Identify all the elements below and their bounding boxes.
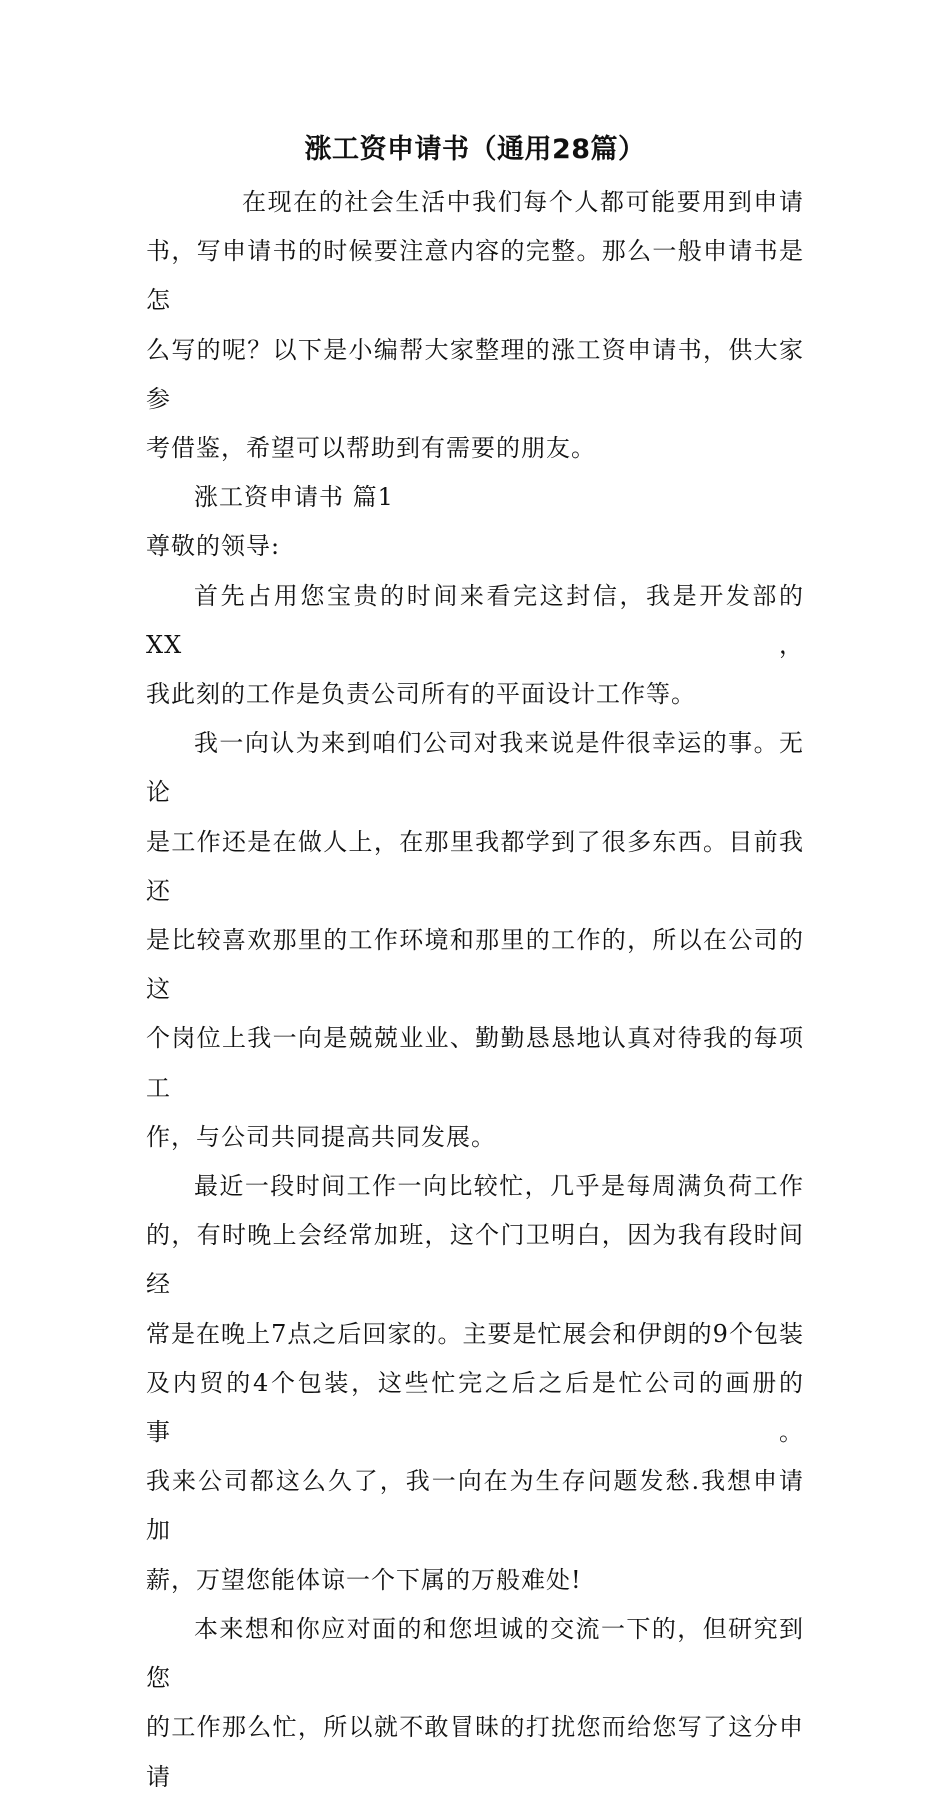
text-line: 在现在的社会生活中我们每个人都可能要用到申请 <box>242 188 804 216</box>
text-line: 的工作那么忙，所以就不敢冒昧的打扰您而给您写了这分申请 <box>146 1713 804 1791</box>
section-heading: 涨工资申请书 篇1 <box>194 483 394 512</box>
text-line: 常是在晚上7点之后回家的。主要是忙展会和伊朗的9个包装 <box>146 1319 804 1348</box>
body-paragraph-4 <box>146 1605 804 1802</box>
text-line: 么写的呢？以下是小编帮大家整理的涨工资申请书，供大家参 <box>146 335 804 413</box>
text-line: 作，与公司共同提高共同发展。 <box>146 1122 496 1151</box>
text-line: 首先占用您宝贵的时间来看完这封信，我是开发部的XX， <box>146 581 804 659</box>
text-line: 我来公司都这么久了，我一向在为生存问题发愁.我想申请加 <box>146 1467 804 1545</box>
text-line: 书，写申请书的时候要注意内容的完整。那么一般申请书是怎 <box>146 237 804 315</box>
text-line: 最近一段时间工作一向比较忙，几乎是每周满负荷工作 <box>194 1172 804 1201</box>
document-body <box>146 178 804 1802</box>
body-paragraph-3 <box>146 1162 804 1605</box>
text-line: 我一向认为来到咱们公司对我来说是件很幸运的事。无论 <box>146 729 804 807</box>
text-line: 及内贸的4个包装，这些忙完之后之后是忙公司的画册的事。 <box>146 1368 804 1447</box>
text-line: 本来想和你应对面的和您坦诚的交流一下的，但研究到您 <box>146 1614 804 1693</box>
document-title: 涨工资申请书（通用28篇） <box>304 134 646 165</box>
text-line: 是比较喜欢那里的工作环境和那里的工作的，所以在公司的这 <box>146 926 804 1004</box>
text-line: 我此刻的工作是负责公司所有的平面设计工作等。 <box>146 680 696 709</box>
text-line: 个岗位上我一向是兢兢业业、勤勤恳恳地认真对待我的每项工 <box>146 1024 804 1102</box>
intro-paragraph <box>146 178 804 473</box>
text-line: 考借鉴，希望可以帮助到有需要的朋友。 <box>146 434 596 463</box>
body-paragraph-1 <box>146 572 804 720</box>
text-line: 的，有时晚上会经常加班，这个门卫明白，因为我有段时间经 <box>146 1221 804 1299</box>
text-line: 薪，万望您能体谅一个下属的万般难处! <box>146 1565 582 1594</box>
body-paragraph-2 <box>146 719 804 1162</box>
text-line: 是工作还是在做人上，在那里我都学到了很多东西。目前我还 <box>146 827 804 905</box>
salutation: 尊敬的领导: <box>146 532 281 561</box>
